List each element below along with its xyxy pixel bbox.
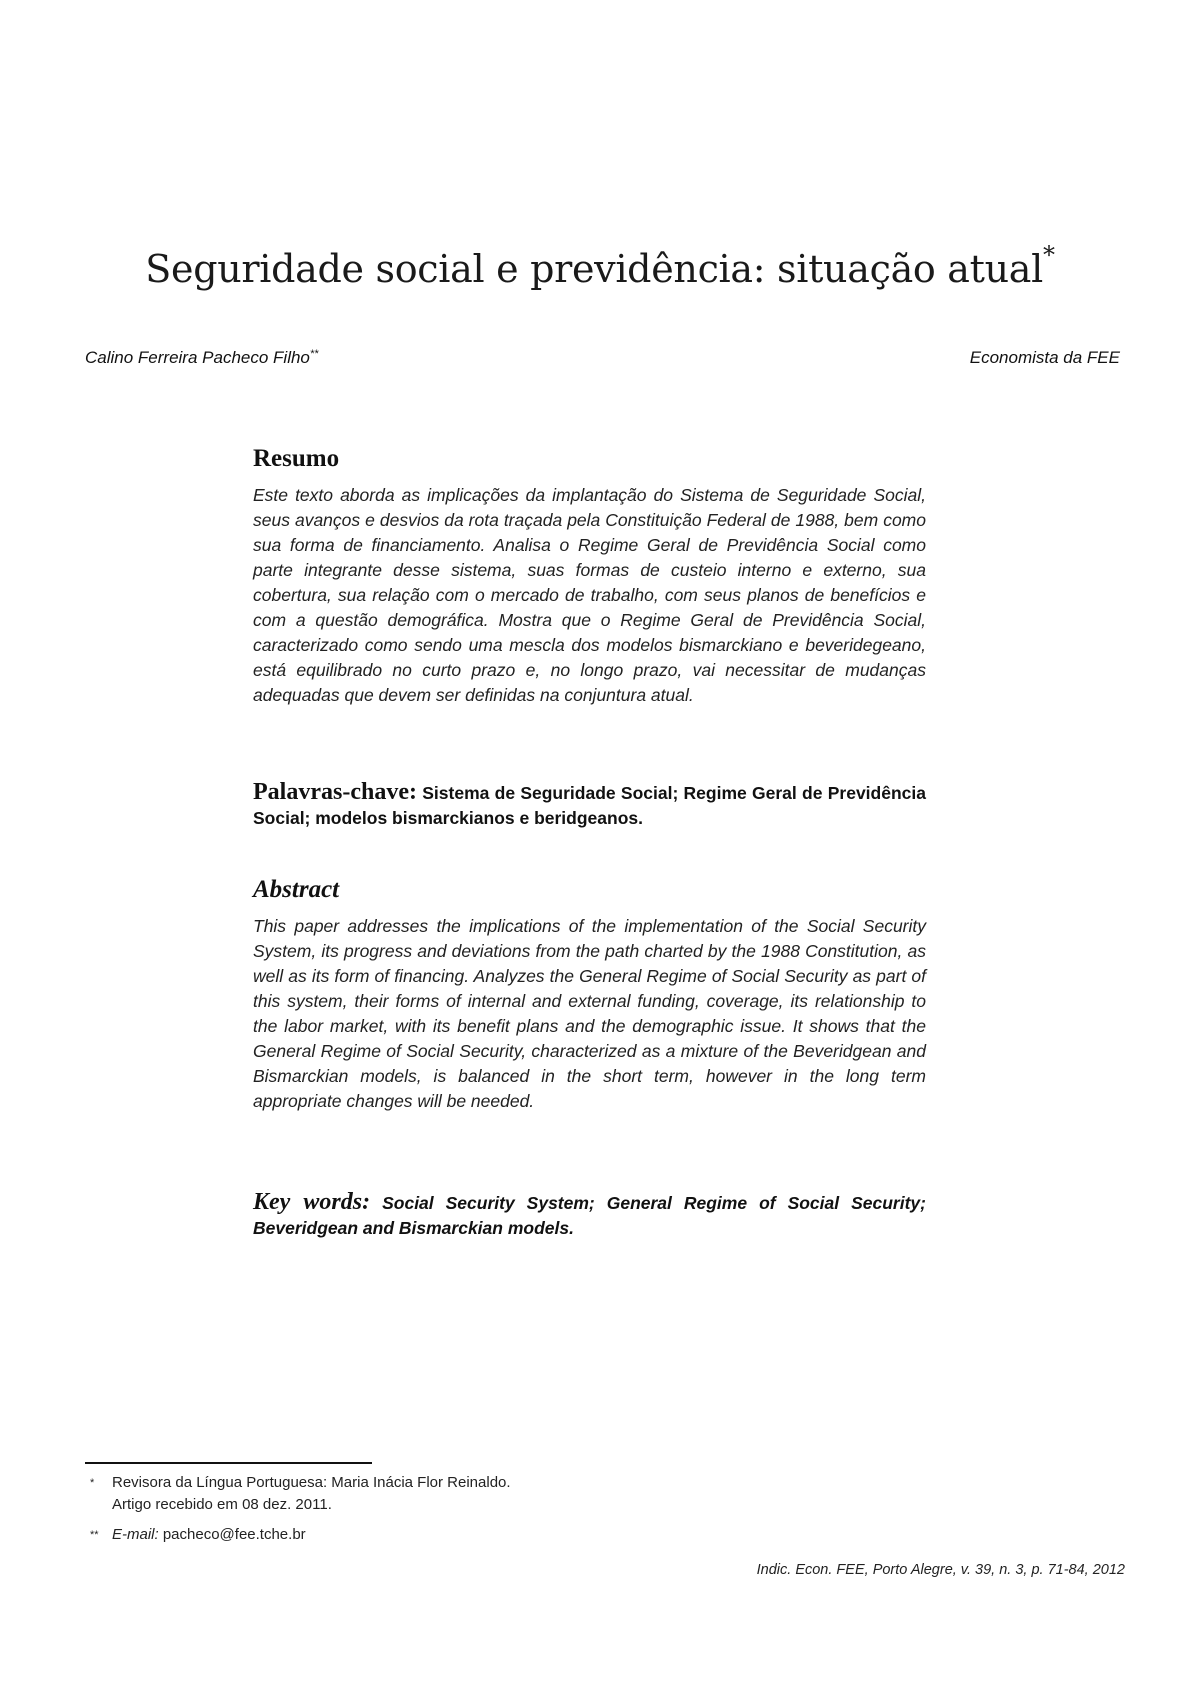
footnote-divider (85, 1462, 372, 1464)
author-name-text: Calino Ferreira Pacheco Filho (85, 348, 310, 367)
palavras-chave-section (253, 780, 926, 831)
author-email: pacheco@fee.tche.br (162, 1526, 306, 1543)
author-footnote-mark: ** (309, 348, 319, 360)
author-name (85, 348, 318, 368)
author-row (85, 348, 1120, 372)
author-affiliation: Economista da FEE (969, 348, 1120, 367)
palavras-chave-text: Sistema de Seguridade Social; Regime Geral de Previdência Social; modelos bismarckianos e beridgeanos. (253, 783, 926, 828)
resumo-section (253, 445, 926, 708)
key-words-label: Key words: (253, 1189, 371, 1215)
palavras-chave (253, 780, 926, 831)
footnote-2 (90, 1524, 511, 1546)
footnote-1-mark: * (90, 1477, 95, 1489)
footnote-1-line-1: Revisora da Língua Portuguesa: Maria Inácia Flor Reinaldo. (112, 1474, 511, 1491)
journal-citation: Indic. Econ. FEE, Porto Alegre, v. 39, n. 3, p. 71-84, 2012 (756, 1562, 1125, 1578)
footnote-2-label: E-mail: (112, 1526, 159, 1543)
footnote-1-line-2: Artigo recebido em 08 dez. 2011. (112, 1496, 332, 1513)
footnote-1 (90, 1472, 511, 1516)
abstract-text: This paper addresses the implications of the implementation of the Social Security System, its progress and deviations from the path charted by the 1988 Constitution, as well as its form of financing. Analyzes the General Regime of Social Security as part of this system, their forms of internal and external funding, coverage, its relationship to the labor market, with its benefit plans and the demographic issue. It shows that the General Regime of Social Security, characterized as a mixture of the Beveridgean and Bismarckian models, is balanced in the short term, however in the long term appropriate changes will be needed. (253, 916, 926, 1111)
abstract-heading: Abstract (253, 876, 340, 903)
resumo-text: Este texto aborda as implicações da implantação do Sistema de Seguridade Social, seus avanços e desvios da rota traçada pela Constituição Federal de 1988, bem como sua forma de financiamento. Analisa o Regime Geral de Previdência Social como parte integrante desse sistema, suas formas de custeio interno e externo, sua cobertura, sua relação com o mercado de trabalho, com seus planos de benefícios e com a questão demográfica. Mostra que o Regime Geral de Previdência Social, caracterizado como sendo uma mescla dos modelos bismarckiano e beveridegeano, está equilibrado no curto prazo e, no longo prazo, vai necessitar de mudanças adequadas que devem ser definidas na conjuntura atual. (253, 485, 926, 705)
footnote-2-mark: ** (90, 1529, 99, 1541)
palavras-chave-label: Palavras-chave: (253, 779, 417, 805)
key-words-text: Social Security System; General Regime of Social Security; Beveridgean and Bismarckian models. (253, 1193, 926, 1238)
abstract-section (253, 876, 926, 1114)
resumo-heading: Resumo (253, 445, 340, 472)
paper-title-text: Seguridade social e previdência: situação atual (145, 247, 1043, 292)
footnotes (90, 1472, 511, 1546)
paper-title (0, 241, 1200, 292)
key-words (253, 1190, 926, 1241)
title-footnote-mark: * (1043, 241, 1055, 270)
key-words-section (253, 1190, 926, 1241)
